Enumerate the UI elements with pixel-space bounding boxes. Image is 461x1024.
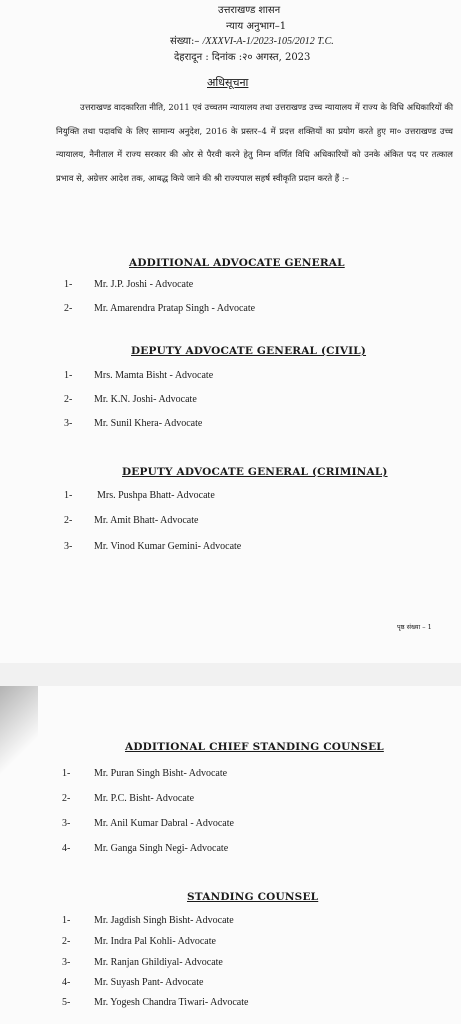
list-number: 2-	[62, 793, 71, 804]
list-number: 2-	[62, 936, 71, 947]
section-heading-dag-criminal: DEPUTY ADVOCATE GENERAL (CRIMINAL)	[122, 466, 388, 478]
list-number: 3-	[62, 957, 71, 968]
page-number: पृष्ठ संख्या – 1	[397, 623, 432, 631]
list-number: 5-	[62, 997, 71, 1008]
reference-number	[170, 33, 334, 47]
list-number: 2-	[64, 394, 73, 405]
section-heading-dag-civil: DEPUTY ADVOCATE GENERAL (CIVIL)	[131, 345, 367, 357]
list-number: 1-	[64, 279, 73, 290]
list-item: Mrs. Pushpa Bhatt- Advocate	[97, 490, 215, 501]
list-item: Mr. Amarendra Pratap Singh - Advocate	[94, 303, 256, 314]
place-date: देहरादून : दिनांक :२० अगस्त, 2023	[174, 52, 311, 63]
notification-title: अधिसूचना	[207, 76, 249, 89]
list-number: 3-	[64, 541, 73, 552]
list-item: Mr. P.C. Bisht- Advocate	[94, 793, 195, 804]
page-gap	[0, 663, 461, 686]
list-number: 3-	[64, 418, 73, 429]
paper-fold-shadow	[0, 686, 38, 776]
list-item: Mr. Puran Singh Bisht- Advocate	[94, 768, 228, 779]
list-number: 2-	[64, 515, 73, 526]
gov-heading: उत्तराखण्ड शासन	[218, 5, 281, 16]
list-number: 4-	[62, 843, 71, 854]
section-heading-aag: ADDITIONAL ADVOCATE GENERAL	[129, 257, 345, 269]
notification-body: उत्तराखण्ड वादकारिता नीति, 2011 एवं उच्चतम न्यायालय तथा उत्तराखण्ड उच्च न्यायालय में राज्य के विधि अधिकारियों की नियुक्ति तथा पदावधि के लिए सामान्य अनुदेश, 2016 के प्रस्तर–4 में प्रदत्त शक्तियों का प्रयोग करते हुए मा० उत्तराखण्ड उच्च न्यायालय, नैनीताल में राज्य सरकार की ओर से पैरवी करने हेतु निम्न वर्णित विधि अधिकारियों को उनके अंकित पद पर तत्काल प्रभाव से, अग्रेत्तर आदेश तक, आबद्ध किये जाने की श्री राज्यपाल सहर्ष स्वीकृति प्रदान करते हैं :–	[56, 102, 453, 183]
section-heading-sc: STANDING COUNSEL	[187, 891, 319, 903]
list-number: 3-	[62, 818, 71, 829]
list-number: 1-	[64, 370, 73, 381]
list-number: 1-	[62, 915, 71, 926]
list-item: Mr. Sunil Khera- Advocate	[94, 418, 203, 429]
list-item: Mr. Amit Bhatt- Advocate	[94, 515, 199, 526]
list-item: Mr. Anil Kumar Dabral - Advocate	[94, 818, 234, 829]
reference-value: /XXXVI-A-1/2023-105/2012 T.C.	[202, 36, 334, 47]
list-item: Mr. Jagdish Singh Bisht- Advocate	[94, 915, 234, 926]
list-item: Mrs. Mamta Bisht - Advocate	[94, 370, 214, 381]
reference-label: संख्या:–	[170, 36, 200, 47]
list-item: Mr. K.N. Joshi- Advocate	[94, 394, 197, 405]
list-item: Mr. Indra Pal Kohli- Advocate	[94, 936, 216, 947]
list-item: Mr. Ranjan Ghildiyal- Advocate	[94, 957, 223, 968]
list-number: 4-	[62, 977, 71, 988]
document-page-2	[0, 686, 461, 1024]
list-item: Mr. Yogesh Chandra Tiwari- Advocate	[94, 997, 249, 1008]
department-heading: न्याय अनुभाग–1	[226, 21, 287, 32]
list-number: 1-	[64, 490, 73, 501]
list-item: Mr. J.P. Joshi - Advocate	[94, 279, 194, 290]
list-item: Mr. Vinod Kumar Gemini- Advocate	[94, 541, 242, 552]
list-item: Mr. Suyash Pant- Advocate	[94, 977, 204, 988]
list-number: 1-	[62, 768, 71, 779]
section-heading-acsc: ADDITIONAL CHIEF STANDING COUNSEL	[125, 741, 384, 753]
list-number: 2-	[64, 303, 73, 314]
list-item: Mr. Ganga Singh Negi- Advocate	[94, 843, 229, 854]
